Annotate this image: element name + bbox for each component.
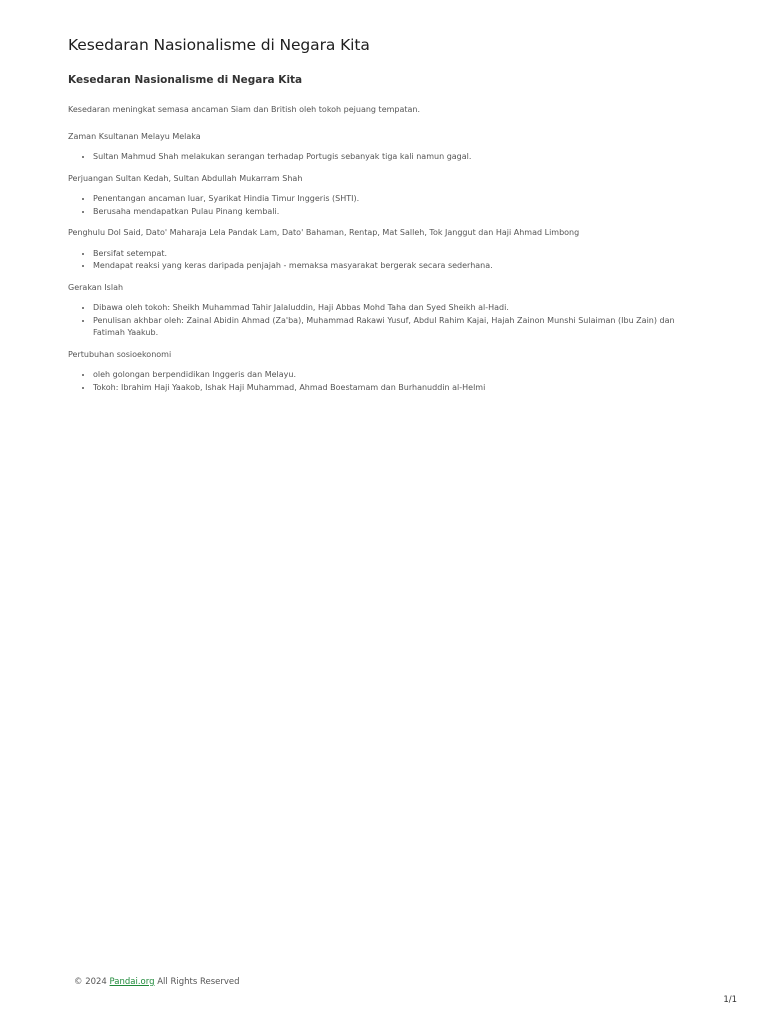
section-heading: Zaman Ksultanan Melayu Melaka <box>68 131 201 141</box>
page-title: Kesedaran Nasionalisme di Negara Kita <box>68 36 370 54</box>
intro-paragraph: Kesedaran meningkat semasa ancaman Siam dan British oleh tokoh pejuang tempatan. <box>68 105 421 114</box>
list-item: • Mendapat reaksi yang keras daripada penjajah - memaksa masyarakat bergerak secara sederhana. <box>93 260 708 273</box>
section-sosioekonomi <box>68 349 708 395</box>
list-item: • Dibawa oleh tokoh: Sheikh Muhammad Tahir Jalaluddin, Haji Abbas Mohd Taha dan Syed Sheikh al-Hadi. <box>93 302 708 315</box>
bullet-list <box>68 193 708 218</box>
section-title: Kesedaran Nasionalisme di Negara Kita <box>68 74 303 86</box>
copyright-year: © 2024 <box>74 977 107 987</box>
pandai-link[interactable]: Pandai.org <box>109 977 155 987</box>
list-item: • Berusaha mendapatkan Pulau Pinang kembali. <box>93 206 708 219</box>
list-item: • oleh golongan berpendidikan Inggeris dan Melayu. <box>93 369 708 382</box>
list-item: • Sultan Mahmud Shah melakukan serangan terhadap Portugis sebanyak tiga kali namun gagal. <box>93 151 708 164</box>
rights-text: All Rights Reserved <box>157 977 240 987</box>
list-item: • Bersifat setempat. <box>93 248 708 261</box>
bullet-list <box>68 151 708 164</box>
page-number: 1/1 <box>723 995 737 1005</box>
article-body <box>68 104 708 403</box>
section-heading: Gerakan Islah <box>68 282 124 292</box>
list-item: • Tokoh: Ibrahim Haji Yaakob, Ishak Haji Muhammad, Ahmad Boestamam dan Burhanuddin al-Helmi <box>93 382 708 395</box>
list-item: • Penulisan akhbar oleh: Zainal Abidin Ahmad (Za'ba), Muhammad Rakawi Yusuf, Abdul Rahim Kajai, Hajah Zainon Munshi Sulaiman (Ibu Zain) dan Fatimah Yaakub. <box>93 315 708 340</box>
section-kedah <box>68 173 708 219</box>
bullet-list <box>68 248 708 273</box>
bullet-list <box>68 369 708 394</box>
section-heading: Perjuangan Sultan Kedah, Sultan Abdullah Mukarram Shah <box>68 173 303 183</box>
list-item: • Penentangan ancaman luar, Syarikat Hindia Timur Inggeris (SHTI). <box>93 193 708 206</box>
section-heading: Penghulu Dol Said, Dato' Maharaja Lela Pandak Lam, Dato' Bahaman, Rentap, Mat Salleh, Tok Janggut dan Haji Ahmad Limbong <box>68 228 580 237</box>
section-pejuang <box>68 227 708 273</box>
footer <box>74 977 240 987</box>
bullet-list <box>68 302 708 340</box>
section-islah <box>68 282 708 340</box>
section-melaka <box>68 131 708 164</box>
section-heading: Pertubuhan sosioekonomi <box>68 349 172 359</box>
